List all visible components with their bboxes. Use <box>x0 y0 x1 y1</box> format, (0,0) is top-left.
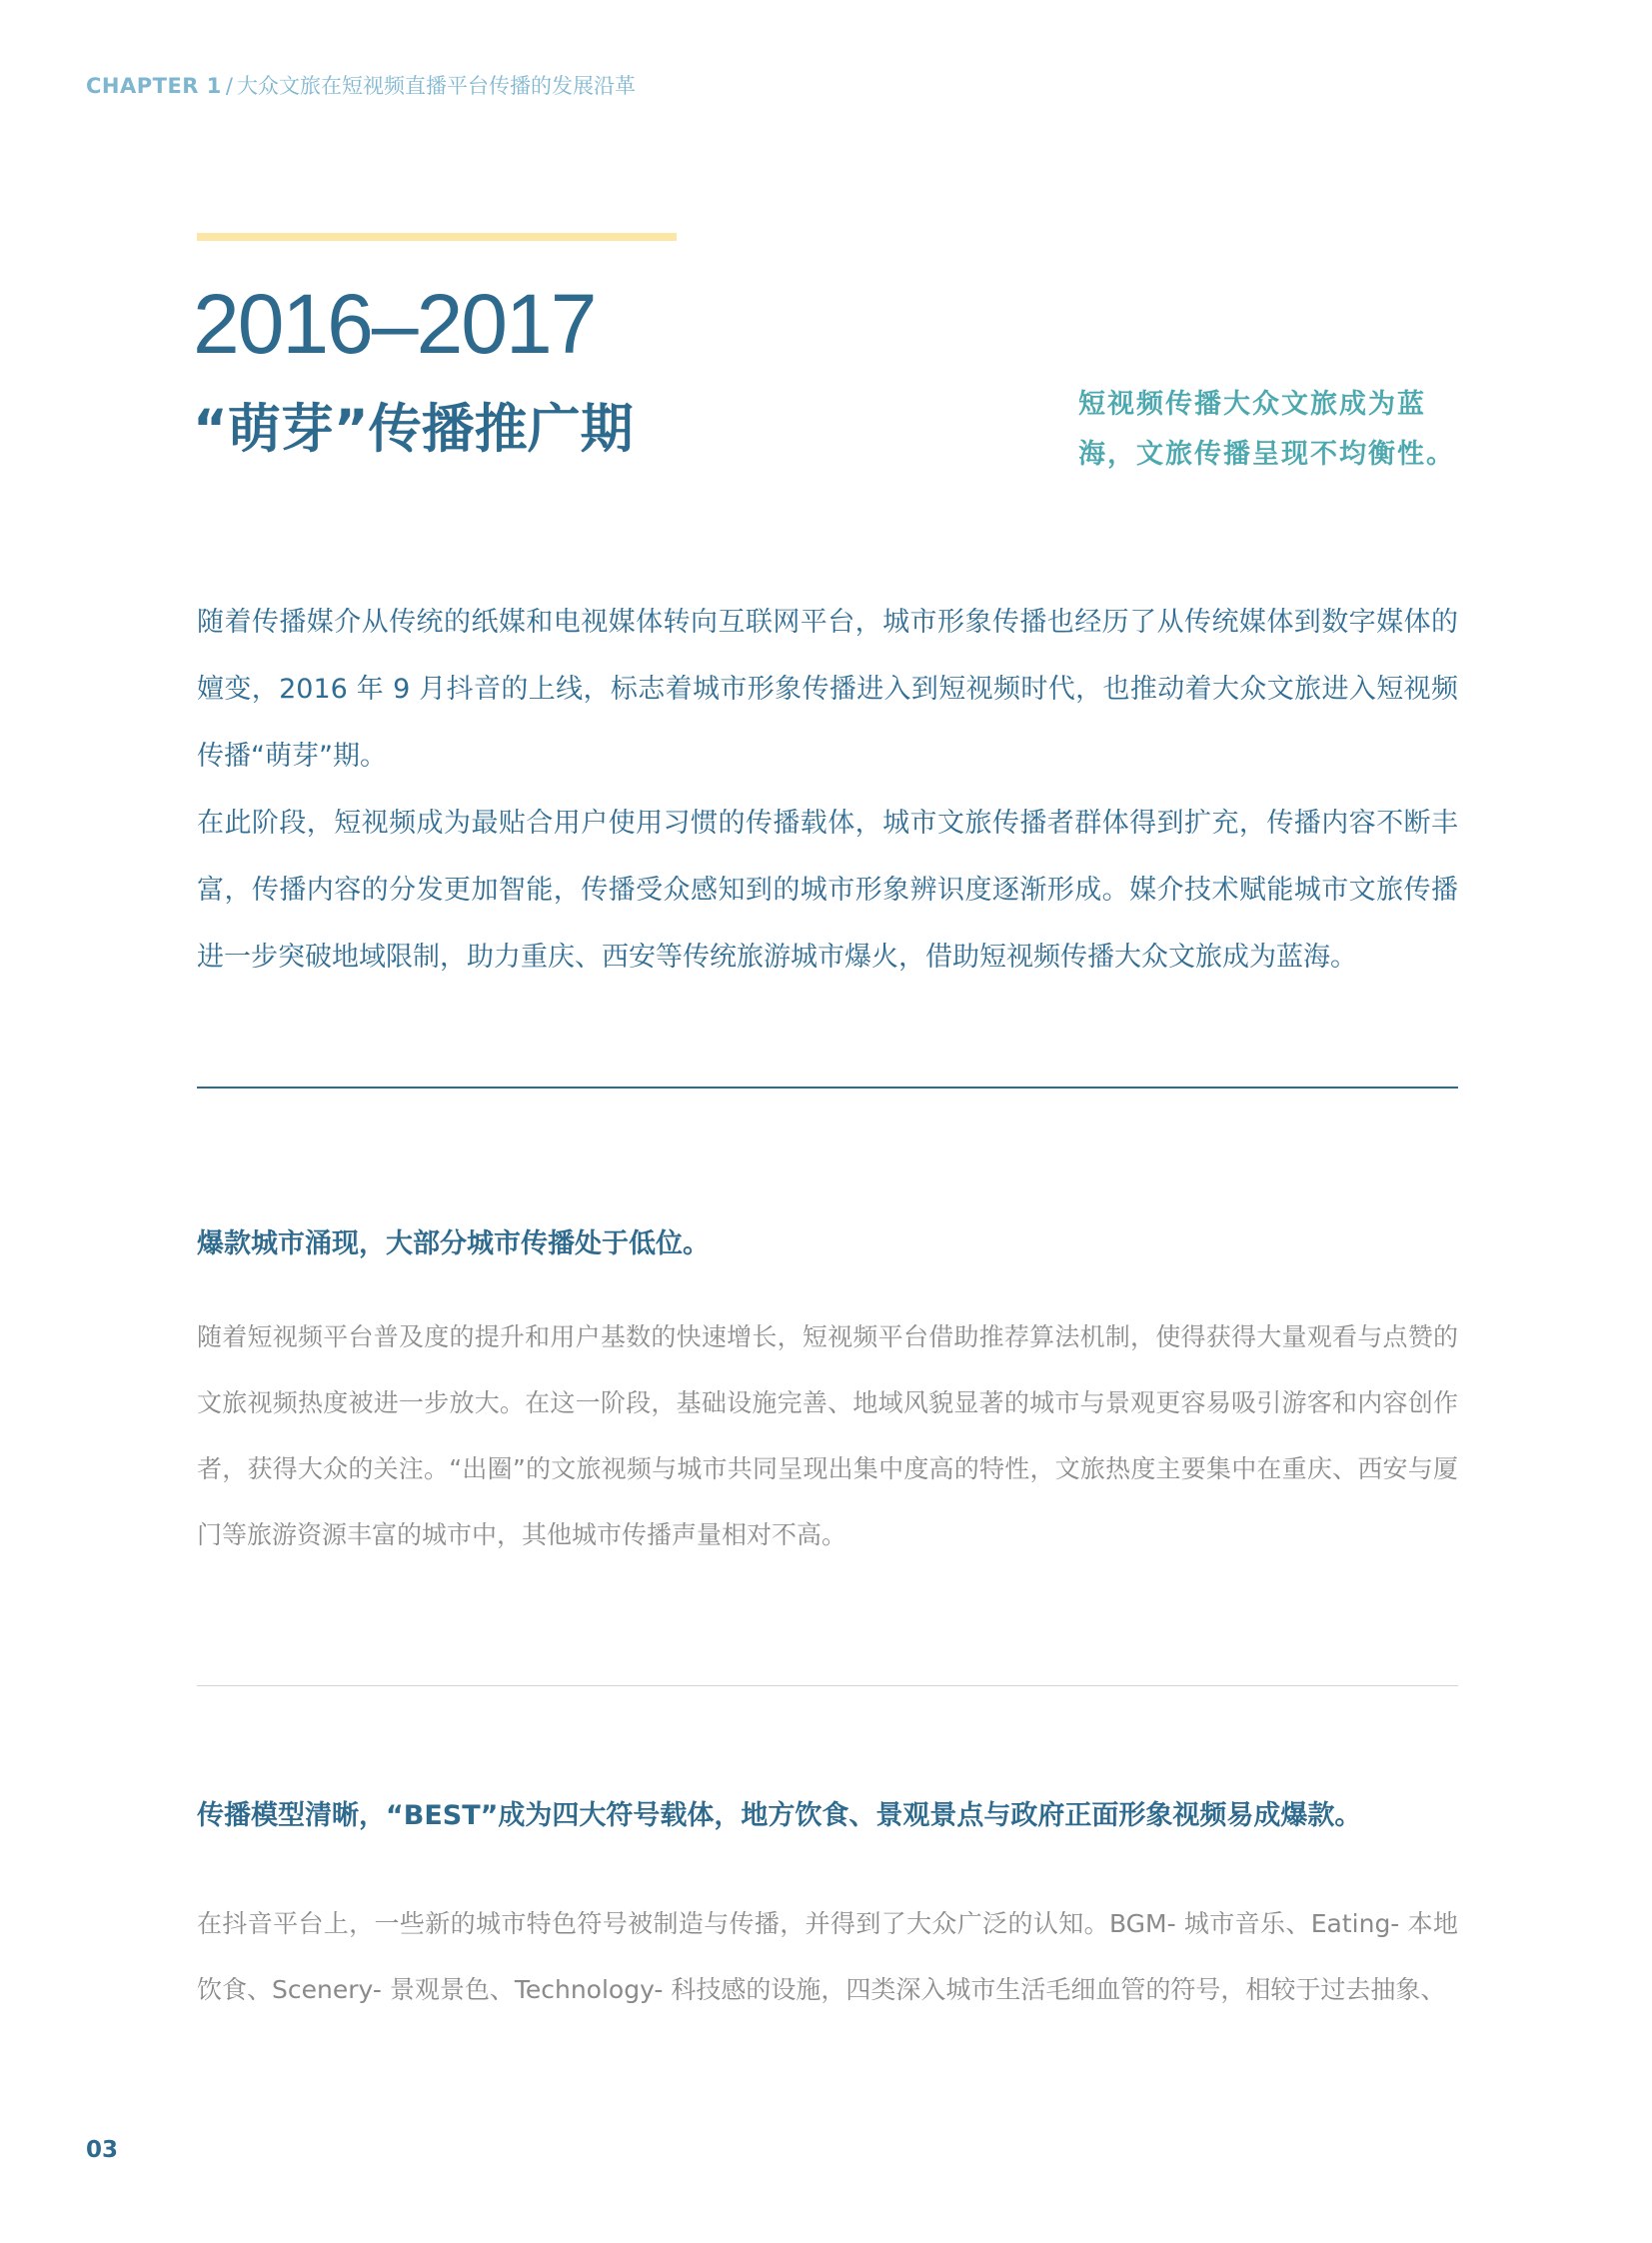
stage-callout: 短视频传播大众文旅成为蓝海，文旅传播呈现不均衡性。 <box>1078 389 1455 470</box>
section-divider-dark <box>197 1087 1458 1089</box>
section-1-title: 爆款城市涌现，大部分城市传播处于低位。 <box>197 1228 710 1259</box>
intro-paragraph-1: 随着传播媒介从传统的纸媒和电视媒体转向互联网平台，城市形象传播也经历了从传统媒体到数字媒体的嬗变，2016 年 9 月抖音的上线，标志着城市形象传播进入到短视频时代，也推动着大众文旅进入短视频传播“萌芽”期。 <box>197 607 1458 772</box>
chapter-title: 大众文旅在短视频直播平台传播的发展沿革 <box>236 74 636 98</box>
stage-title: “萌芽”传播推广期 <box>193 399 634 460</box>
intro-paragraph-2: 在此阶段，短视频成为最贴合用户使用习惯的传播载体，城市文旅传播者群体得到扩充，传播内容不断丰富，传播内容的分发更加智能，传播受众感知到的城市形象辨识度逐渐形成。媒介技术赋能城市文旅传播进一步突破地域限制，助力重庆、西安等传统旅游城市爆火，借助短视频传播大众文旅成为蓝海。 <box>197 808 1458 973</box>
header-separator: / <box>225 74 233 98</box>
section-2-title: 传播模型清晰，“BEST”成为四大符号载体，地方饮食、景观景点与政府正面形象视频易成爆款。 <box>197 1800 1362 1831</box>
page-number: 03 <box>86 2137 119 2163</box>
title-accent-bar <box>197 233 677 241</box>
intro-text <box>197 589 1458 991</box>
section-divider-light <box>197 1685 1458 1686</box>
chapter-label: CHAPTER 1 <box>86 74 222 98</box>
running-header <box>86 70 636 100</box>
section-1-body: 随着短视频平台普及度的提升和用户基数的快速增长，短视频平台借助推荐算法机制，使得获得大量观看与点赞的文旅视频热度被进一步放大。在这一阶段，基础设施完善、地域风貌显著的城市与景观更容易吸引游客和内容创作者，获得大众的关注。“出圈”的文旅视频与城市共同呈现出集中度高的特性，文旅热度主要集中在重庆、西安与厦门等旅游资源丰富的城市中，其他城市传播声量相对不高。 <box>197 1322 1458 1549</box>
section-2-body: 在抖音平台上，一些新的城市特色符号被制造与传播，并得到了大众广泛的认知。BGM- 城市音乐、Eating- 本地饮食、Scenery- 景观景色、Technology- 科技感的设施，四类深入城市生活毛细血管的符号，相较于过去抽象、 <box>197 1909 1458 2004</box>
stage-years: 2016–2017 <box>193 277 596 371</box>
